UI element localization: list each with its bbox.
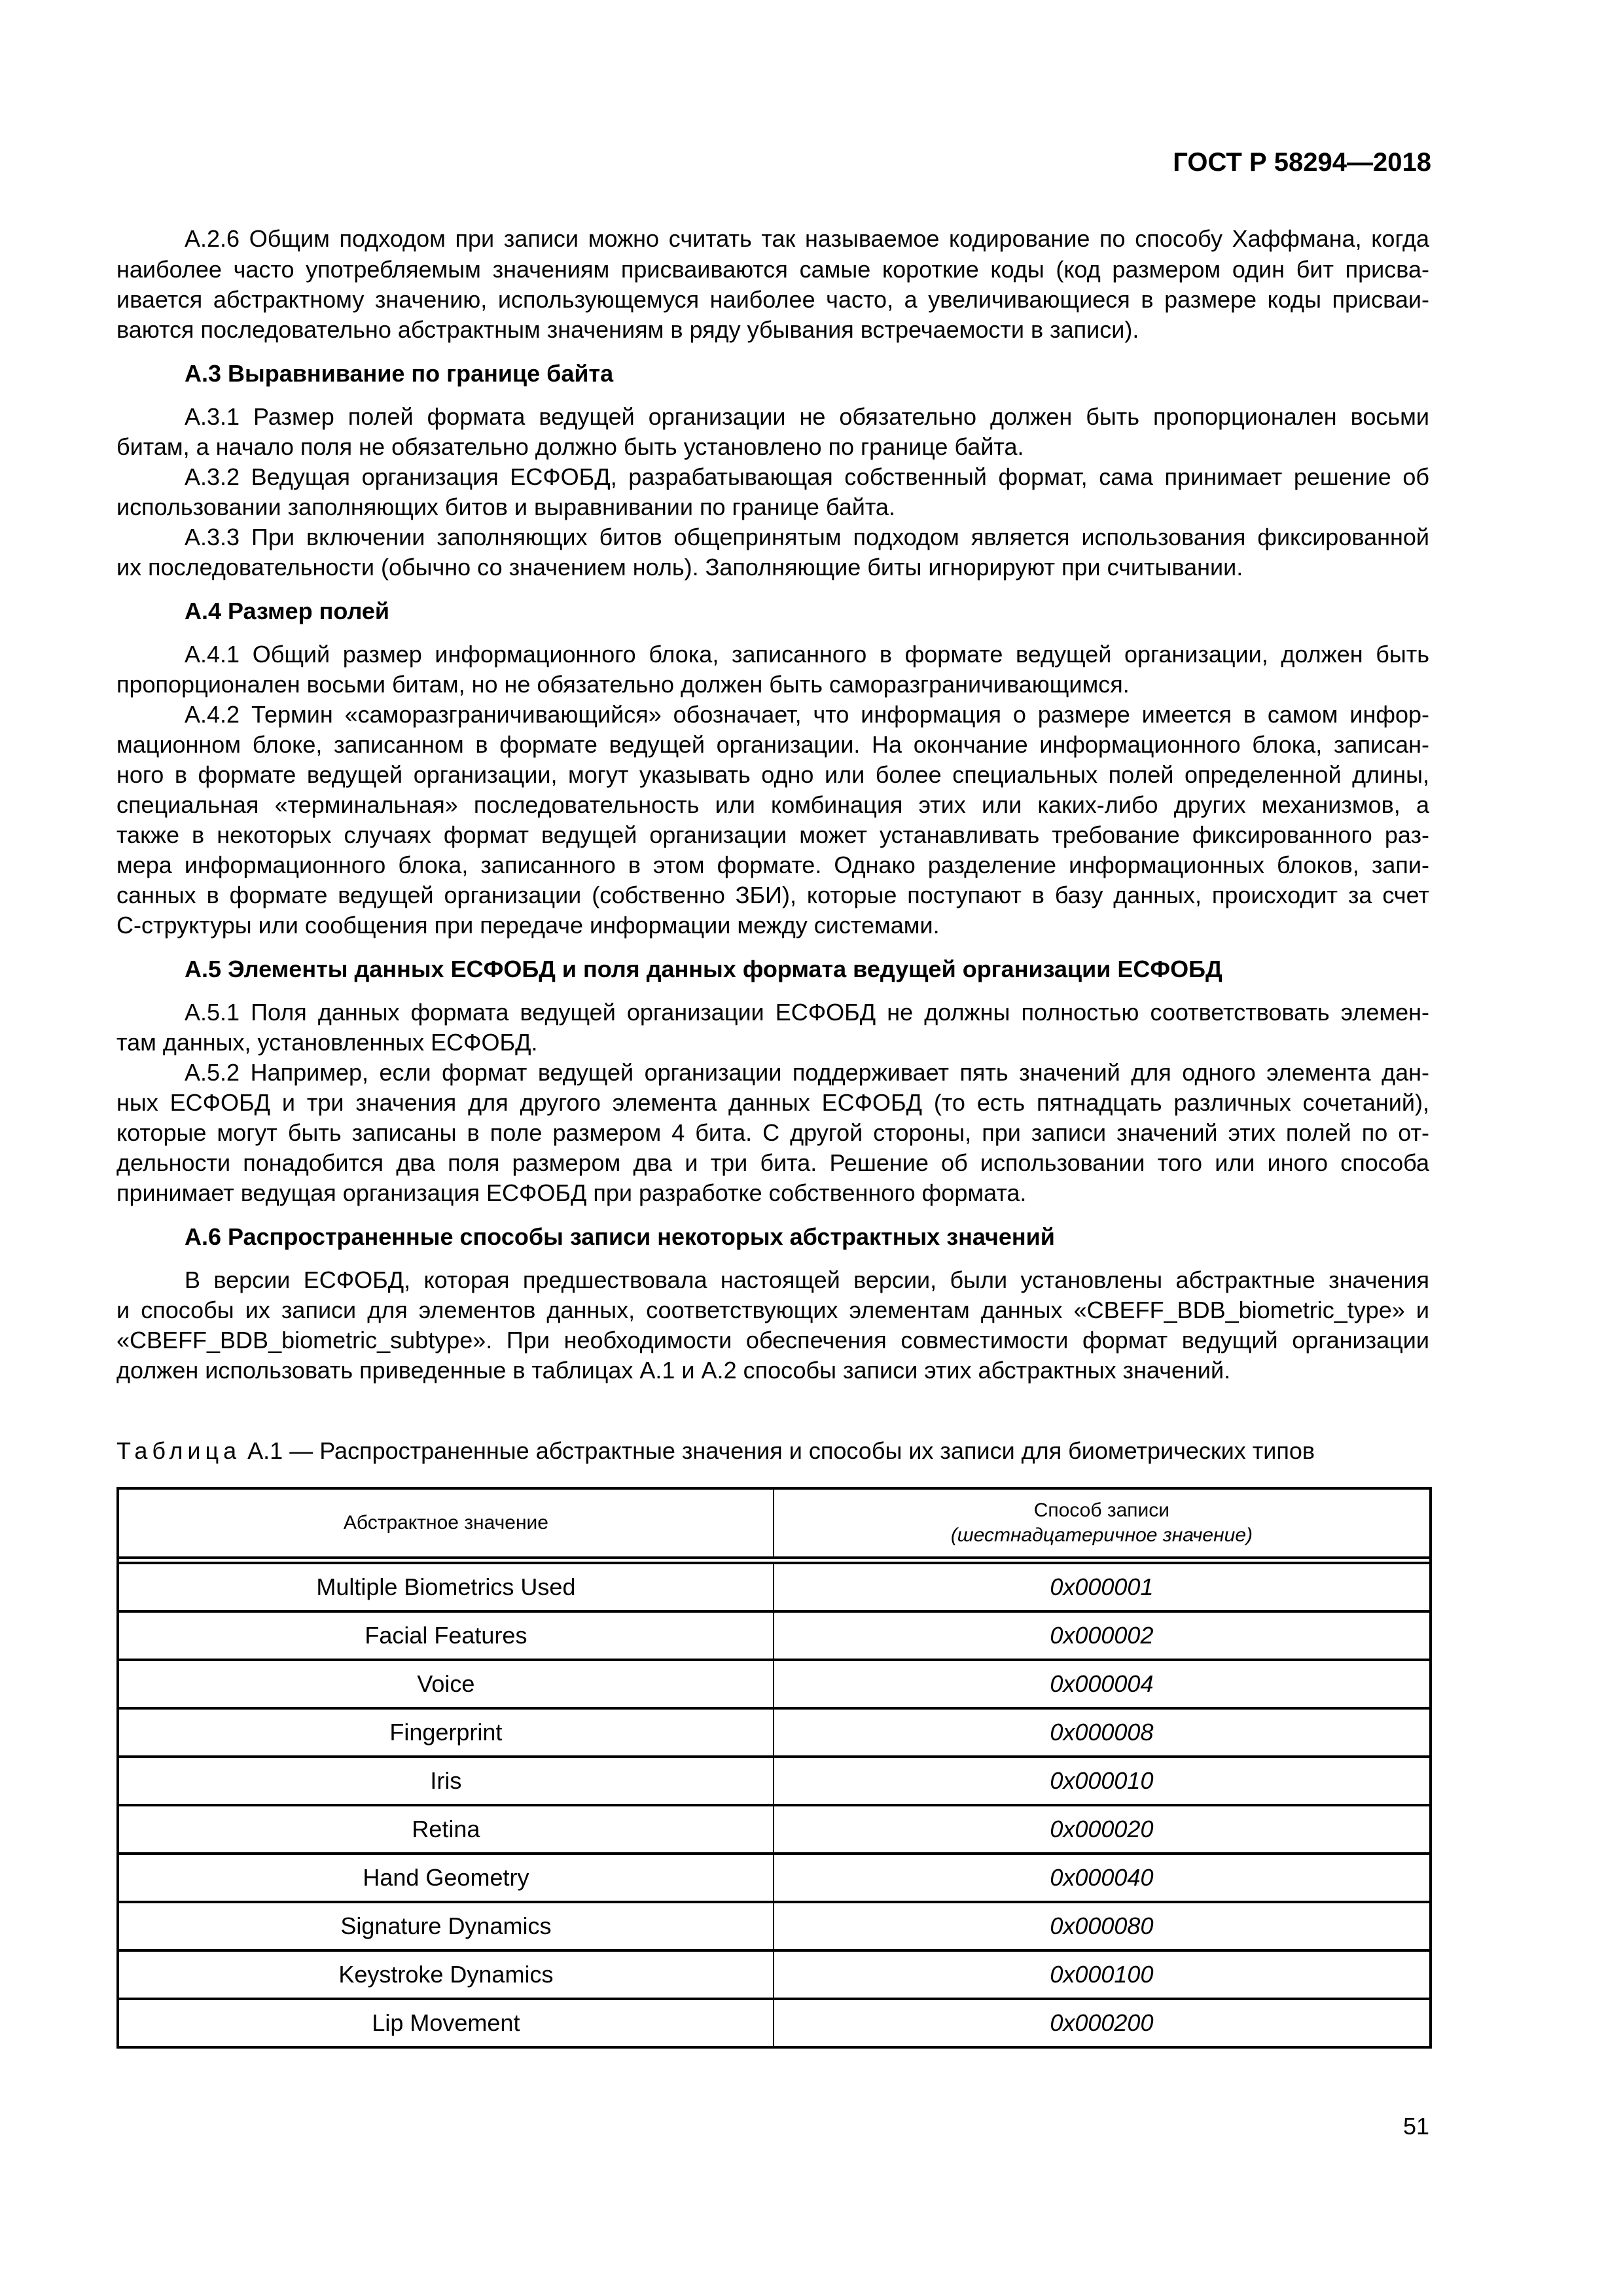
paragraph-line: санных в формате ведущей организации (собственно ЗБИ), которые поступают в базу данных, происходит за счет <box>116 882 1429 908</box>
abstract-value-cell: Retina <box>118 1805 774 1854</box>
paragraph-line: А.3.1 Размер полей формата ведущей организации не обязательно должен быть пропорционален восьми <box>185 403 1429 430</box>
section-heading-a5: А.5 Элементы данных ЕСФОБД и поля данных формата ведущей организации ЕСФОБД <box>185 956 1222 982</box>
paragraph-line: мационном блоке, записанном в формате ведущей организации. На окончание информационного блока, записан- <box>116 731 1429 758</box>
column-header-encoding <box>774 1488 1431 1558</box>
paragraph-line: В версии ЕСФОБД, которая предшествовала настоящей версии, были установлены абстрактные значения <box>185 1266 1429 1293</box>
abstract-value-cell: Hand Geometry <box>118 1854 774 1902</box>
paragraph-line: А.3.2 Ведущая организация ЕСФОБД, разрабатывающая собственный формат, сама принимает решение об <box>185 463 1429 490</box>
section-heading-a6: А.6 Распространенные способы записи некоторых абстрактных значений <box>185 1223 1055 1250</box>
section-heading-a4: А.4 Размер полей <box>185 598 390 624</box>
paragraph-line: ивается абстрактному значению, использующемуся наиболее часто, а увеличивающиеся в размере коды присваи- <box>116 286 1429 313</box>
hex-code-cell: 0x000080 <box>774 1902 1431 1950</box>
table-row <box>118 1950 1431 1999</box>
hex-code-cell: 0x000200 <box>774 1999 1431 2047</box>
document-id-header: ГОСТ Р 58294—2018 <box>1173 148 1431 177</box>
paragraph-line: А.3.3 При включении заполняющих битов общепринятым подходом является использования фиксированной <box>185 524 1429 550</box>
paragraph-line: там данных, установленных ЕСФОБД. <box>116 1029 538 1056</box>
paragraph-line: «CBEFF_BDB_biometric_subtype». При необходимости обеспечения совместимости формат ведущий организации <box>116 1327 1429 1354</box>
paragraph-line: которые могут быть записаны в поле размером 4 бита. С другой стороны, при записи значений этих полей по от- <box>116 1119 1429 1146</box>
biometric-types-table <box>116 1487 1432 2049</box>
hex-code-cell: 0x000100 <box>774 1950 1431 1999</box>
paragraph-line: ного в формате ведущей организации, могут указывать одно или более специальных полей определенной длины, <box>116 761 1429 788</box>
hex-code-cell: 0x000008 <box>774 1708 1431 1757</box>
section-heading-a3: А.3 Выравнивание по границе байта <box>185 360 614 387</box>
paragraph-line: специальная «терминальная» последовательность или комбинация этих или каких-либо других механизмов, а <box>116 791 1429 818</box>
table-row <box>118 1563 1431 1611</box>
table-row <box>118 1708 1431 1757</box>
paragraph-line: пропорционален восьми битам, но не обязательно должен быть саморазграничивающимся. <box>116 671 1130 698</box>
abstract-value-cell: Keystroke Dynamics <box>118 1950 774 1999</box>
column-header-encoding-title: Способ записи <box>1033 1499 1170 1521</box>
table-row <box>118 1854 1431 1902</box>
page-number: 51 <box>1402 2113 1429 2140</box>
abstract-value-cell: Voice <box>118 1660 774 1708</box>
paragraph-line: дельности понадобится два поля размером два и три бита. Решение об использовании того или иного способа <box>116 1149 1429 1176</box>
table-row <box>118 1999 1431 2047</box>
abstract-value-cell: Multiple Biometrics Used <box>118 1563 774 1611</box>
paragraph-line: битам, а начало поля не обязательно должно быть установлено по границе байта. <box>116 433 1024 460</box>
hex-code-cell: 0x000004 <box>774 1660 1431 1708</box>
table-row <box>118 1611 1431 1660</box>
paragraph-line: А.2.6 Общим подходом при записи можно считать так называемое кодирование по способу Хаффмана, когда <box>185 225 1429 252</box>
paragraph-line: должен использовать приведенные в таблицах А.1 и А.2 способы записи этих абстрактных значений. <box>116 1357 1231 1384</box>
paragraph-line: А.4.1 Общий размер информационного блока, записанного в формате ведущей организации, должен быть <box>185 641 1429 668</box>
table-caption-label: Таблица <box>116 1437 241 1464</box>
abstract-value-cell: Facial Features <box>118 1611 774 1660</box>
paragraph-line: их последовательности (обычно со значением ноль). Заполняющие биты игнорируют при считывании. <box>116 554 1243 581</box>
paragraph-line: и способы их записи для элементов данных, соответствующих элементам данных «CBEFF_BDB_biometric_type» и <box>116 1297 1429 1323</box>
column-header-encoding-subtitle: (шестнадцатеричное значение) <box>950 1524 1253 1546</box>
table-row <box>118 1757 1431 1805</box>
table-header-row <box>118 1488 1431 1558</box>
abstract-value-cell: Fingerprint <box>118 1708 774 1757</box>
paragraph-line: А.5.2 Например, если формат ведущей организации поддерживает пять значений для одного элемента дан- <box>185 1059 1429 1086</box>
table-row <box>118 1902 1431 1950</box>
hex-code-cell: 0x000010 <box>774 1757 1431 1805</box>
abstract-value-cell: Iris <box>118 1757 774 1805</box>
column-header-abstract-value: Абстрактное значение <box>118 1488 774 1558</box>
abstract-value-cell: Signature Dynamics <box>118 1902 774 1950</box>
paragraph-line: мера информационного блока, записанного в этом формате. Однако разделение информационных блоков, запи- <box>116 852 1429 878</box>
paragraph-line: ваются последовательно абстрактным значениям в ряду убывания встречаемости в записи). <box>116 316 1139 343</box>
paragraph-line: наиболее часто употребляемым значениям присваиваются самые короткие коды (код размером один бит присва- <box>116 256 1429 283</box>
paragraph-line: ных ЕСФОБД и три значения для другого элемента данных ЕСФОБД (то есть пятнадцать различных сочетаний), <box>116 1089 1429 1116</box>
hex-code-cell: 0x000020 <box>774 1805 1431 1854</box>
table-row <box>118 1660 1431 1708</box>
double-rule-gap <box>118 1558 1431 1563</box>
header-double-rule <box>118 1558 1431 1563</box>
hex-code-cell: 0x000040 <box>774 1854 1431 1902</box>
paragraph-line: А.5.1 Поля данных формата ведущей организации ЕСФОБД не должны полностью соответствовать элемен- <box>185 999 1429 1026</box>
table-row <box>118 1805 1431 1854</box>
table-caption <box>116 1436 1315 1466</box>
abstract-value-cell: Lip Movement <box>118 1999 774 2047</box>
paragraph-line: использовании заполняющих битов и выравнивании по границе байта. <box>116 493 895 520</box>
hex-code-cell: 0x000002 <box>774 1611 1431 1660</box>
paragraph-line: принимает ведущая организация ЕСФОБД при разработке собственного формата. <box>116 1179 1027 1206</box>
paragraph-line: также в некоторых случаях формат ведущей организации может устанавливать требование фиксированного раз- <box>116 821 1429 848</box>
table-caption-text: Распространенные абстрактные значения и способы их записи для биометрических типов <box>319 1437 1315 1464</box>
paragraph-line: А.4.2 Термин «саморазграничивающийся» обозначает, что информация о размере имеется в самом инфор- <box>185 701 1429 728</box>
table-caption-number: А.1 — <box>247 1437 313 1464</box>
hex-code-cell: 0x000001 <box>774 1563 1431 1611</box>
paragraph-line: С-структуры или сообщения при передаче информации между системами. <box>116 912 940 939</box>
